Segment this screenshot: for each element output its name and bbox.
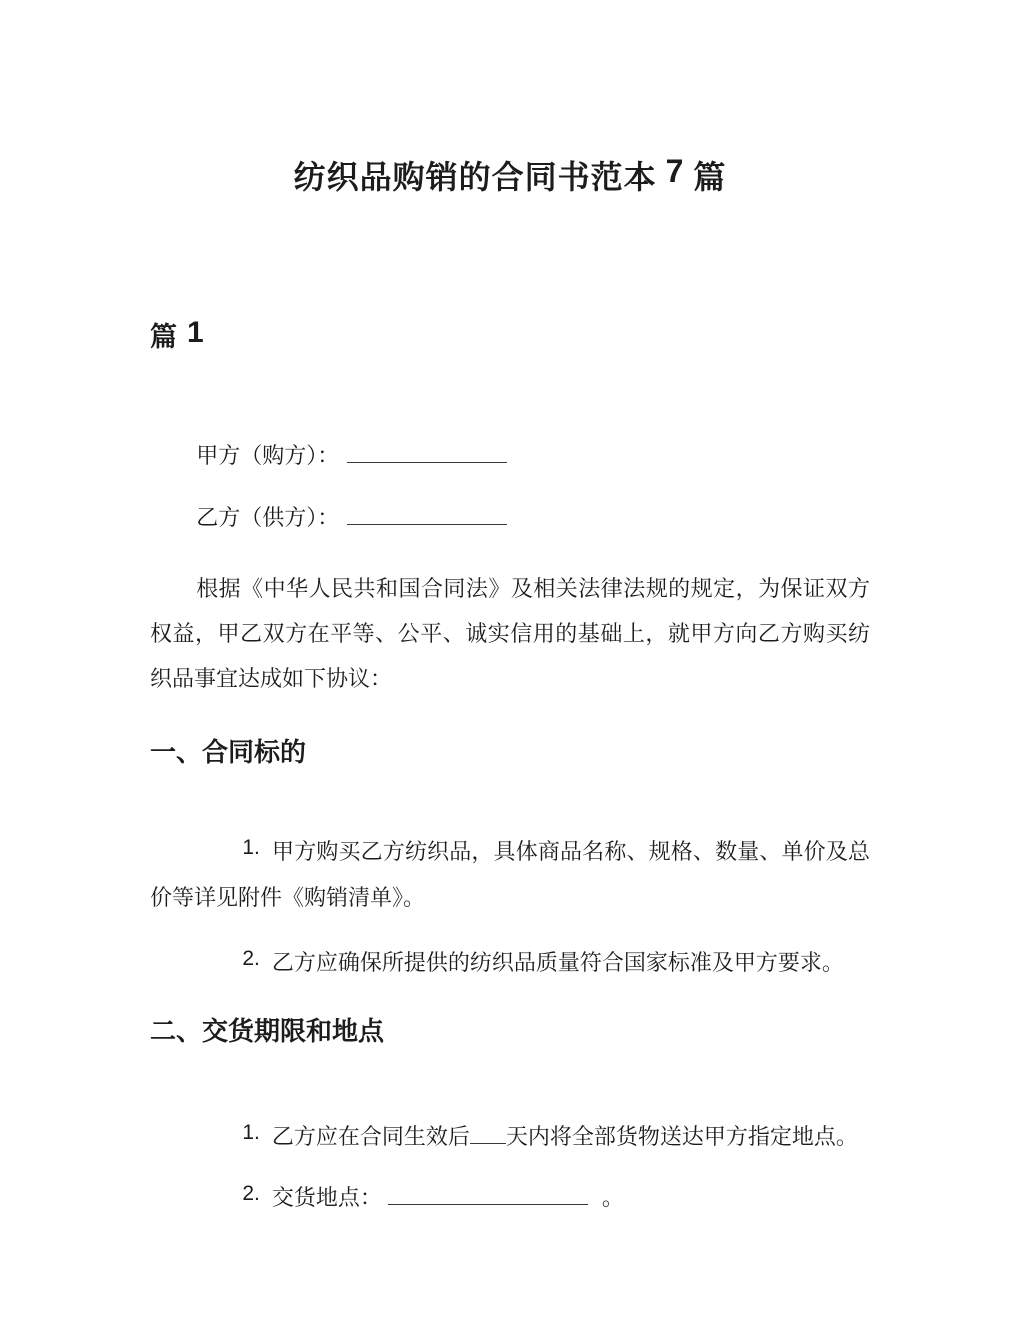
party-b-blank-line [347,503,507,525]
section-2-item-1-text-before: 乙方应在合同生效后 [271,1124,470,1149]
section-2-item-1 [150,1114,870,1160]
document-title-prefix: 纺织品购销的合同书范本 [293,159,657,195]
section-1-item-1 [150,829,870,920]
document-title-suffix: 篇 [693,159,727,195]
section-1-item-2-text: 乙方应确保所提供的纺织品质量符合国家标准及甲方要求。 [271,950,844,975]
part-label: 篇 [150,322,177,352]
delivery-location-blank-line [388,1183,588,1205]
section-2-item-2-text-before: 交货地点： [271,1185,382,1210]
section-2-item-1-number: 1. [242,1121,260,1144]
delivery-days-blank-line [470,1122,506,1144]
section-2-heading: 二、交货期限和地点 [150,1016,385,1046]
document-title [150,155,870,199]
party-b-line [150,495,870,540]
intro-paragraph: 根据《中华人民共和国合同法》及相关法律法规的规定，为保证双方权益，甲乙双方在平等、公平、诚实信用的基础上，就甲方向乙方购买纺织品事宜达成如下协议： [150,576,870,691]
party-a-label: 甲方（购方）： [196,443,340,468]
party-a-line [150,433,870,478]
part-1-heading [150,317,870,357]
section-1-item-1-number: 1. [242,836,260,859]
section-2-item-2-text-after: 。 [601,1185,624,1210]
section-2-item-2-number: 2. [242,1182,260,1205]
document-title-count: 7 [665,153,685,189]
part-number: 1 [187,316,204,349]
section-1-item-2 [150,940,870,986]
section-1-item-2-number: 2. [242,947,260,970]
section-2-item-1-text-after: 天内将全部货物送达甲方指定地点。 [505,1124,858,1149]
section-2-item-2 [150,1175,870,1221]
section-1-heading: 一、合同标的 [150,737,307,767]
party-a-blank-line [347,441,507,463]
section-1-item-1-text: 甲方购买乙方纺织品，具体商品名称、规格、数量、单价及总价等详见附件《购销清单》。 [150,839,870,910]
party-b-label: 乙方（供方）： [196,505,340,530]
